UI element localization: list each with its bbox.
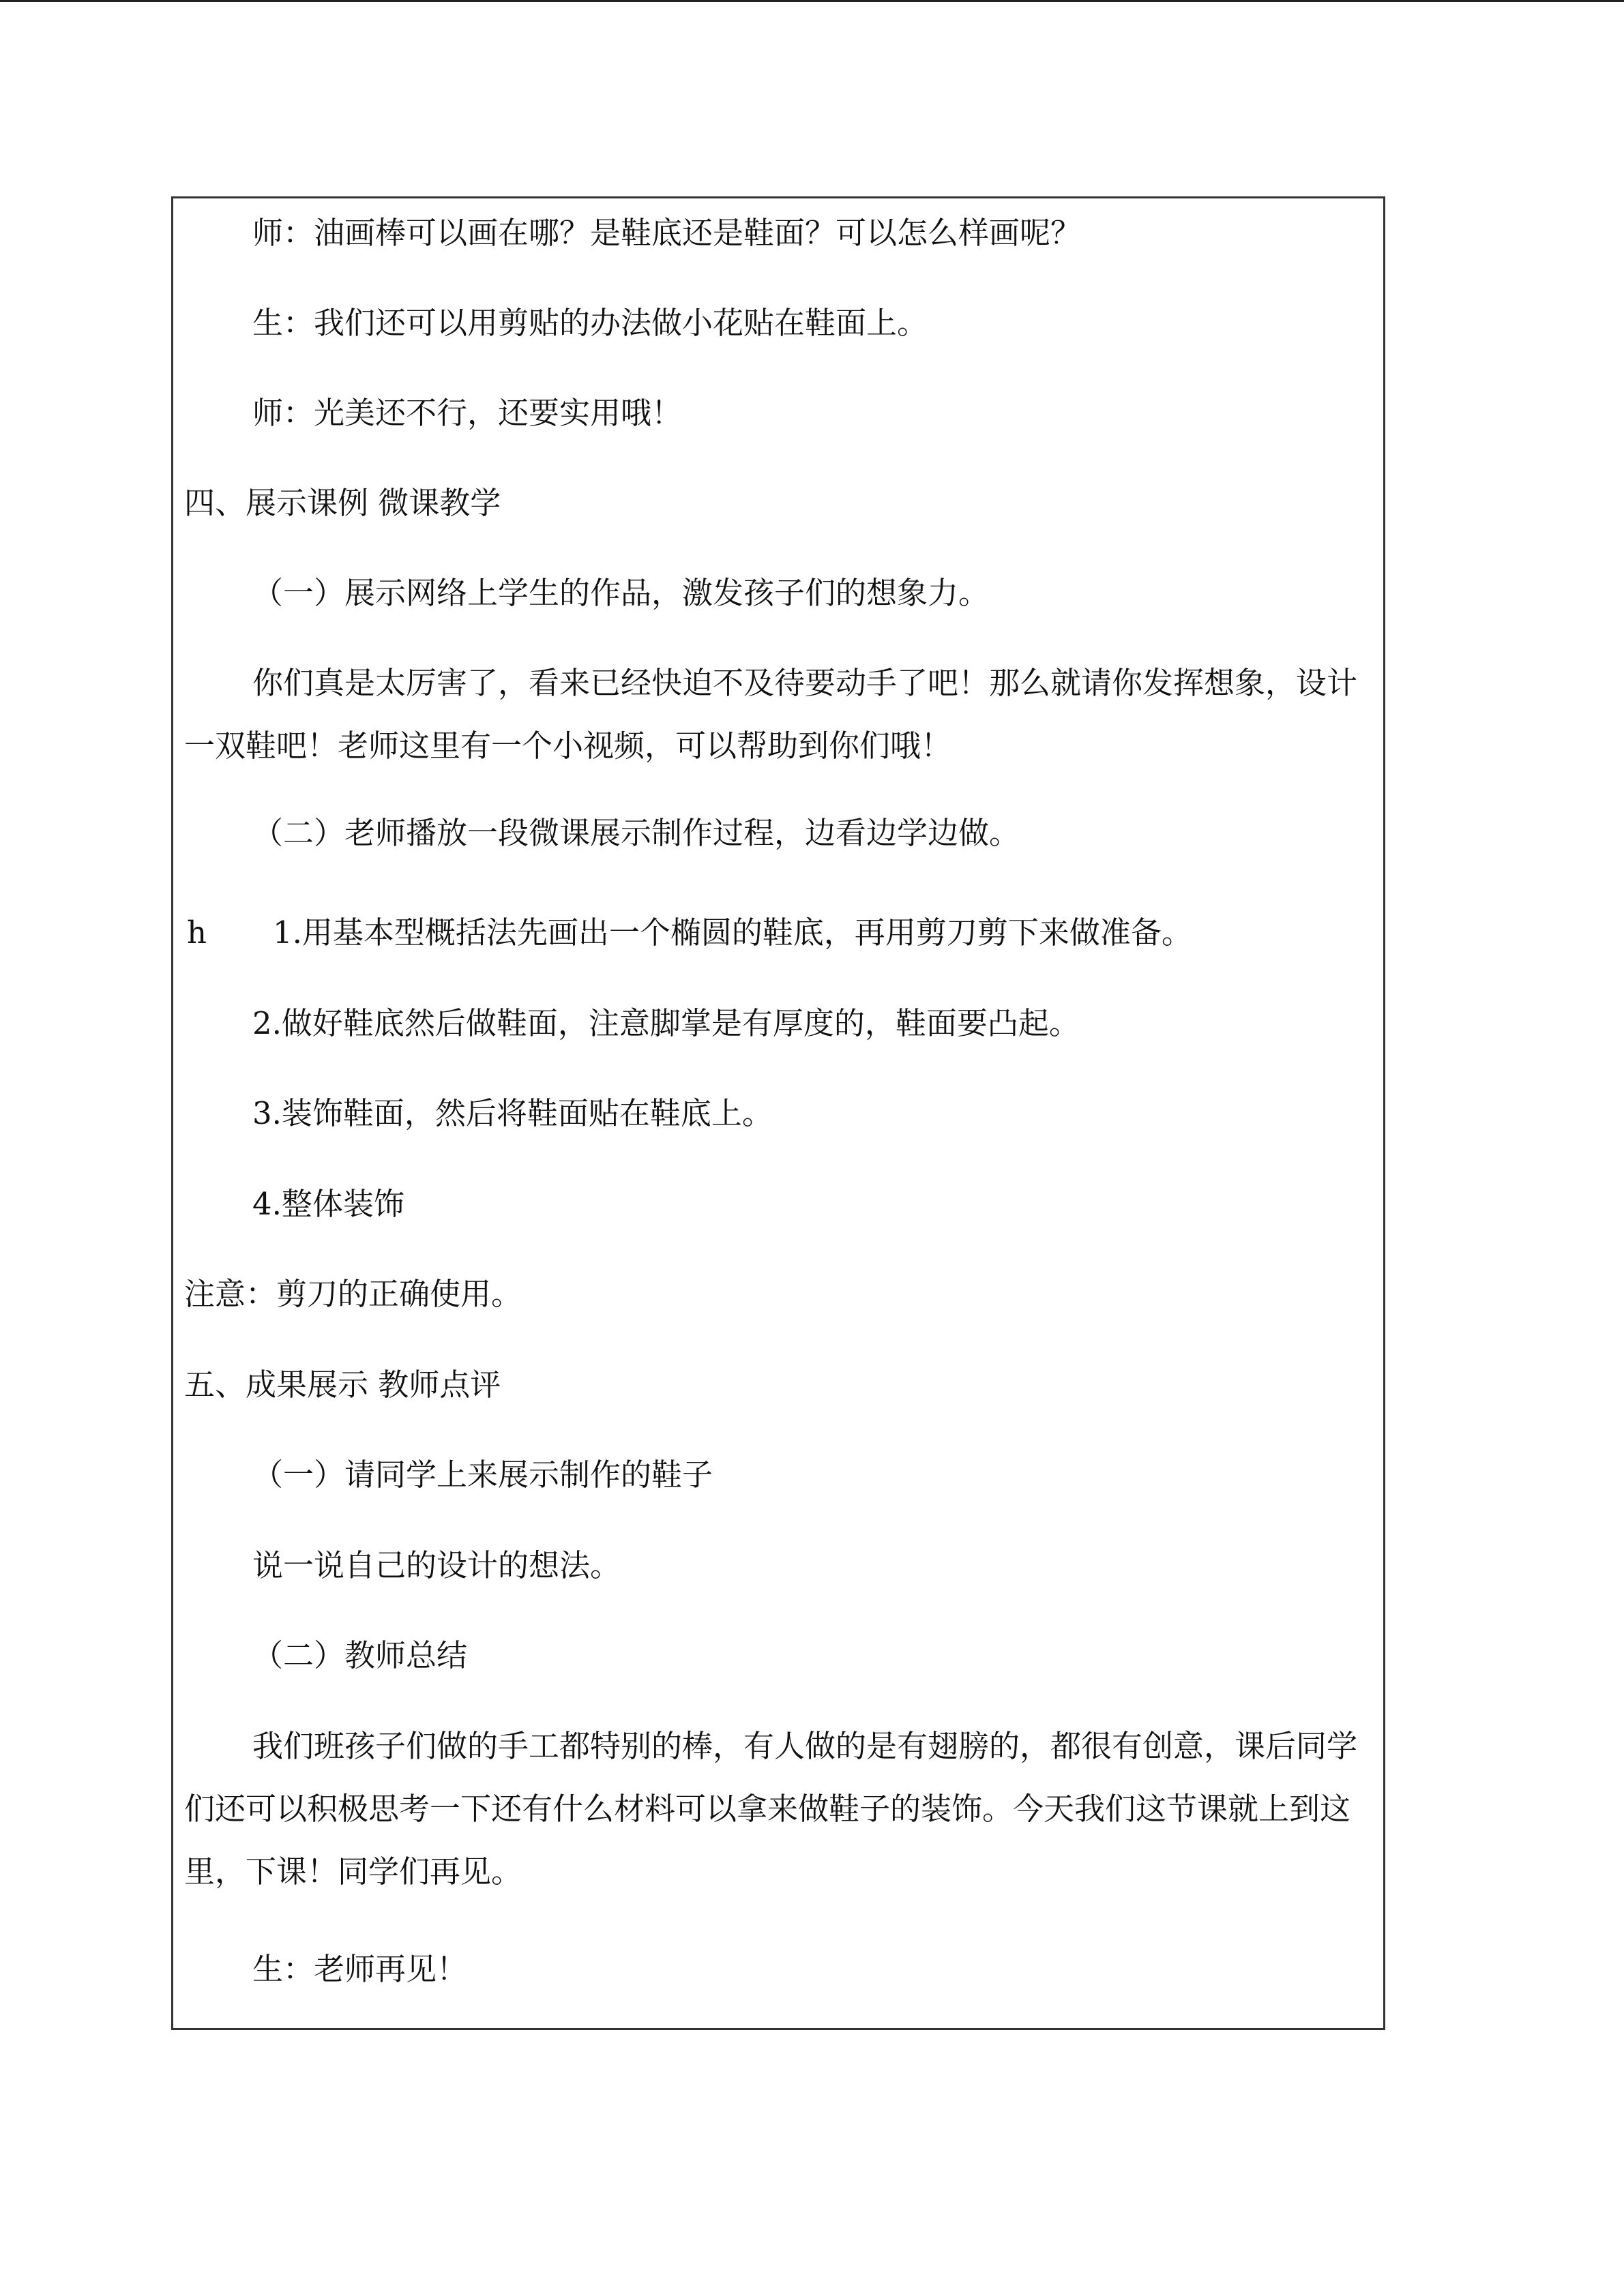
section-heading-five: 五、成果展示 教师点评	[184, 1367, 501, 1403]
note-scissors: 注意：剪刀的正确使用。	[184, 1276, 522, 1312]
subsection-micro-lesson: （二）老师播放一段微课展示制作过程，边看边学边做。	[252, 815, 1020, 851]
paragraph-summary: 我们班孩子们做的手工都特别的棒，有人做的是有翅膀的，都很有创意，课后同学们还可以积极思考一下还有什么材料可以拿来做鞋子的装饰。今天我们这节课就上到这里，下课！同学们再见。	[184, 1728, 1358, 1890]
subsection-show-shoes: （一）请同学上来展示制作的鞋子	[252, 1457, 713, 1493]
paragraph-design-ideas: 说一说自己的设计的想法。	[252, 1547, 621, 1583]
dialogue-student-goodbye: 生：老师再见！	[252, 1951, 468, 1987]
page-top-rule	[0, 0, 1624, 2]
step-three: 3.装饰鞋面，然后将鞋面贴在鞋底上。	[252, 1095, 773, 1131]
paragraph-design-shoes: 你们真是太厉害了，看来已经快迫不及待要动手了吧！那么就请你发挥想象，设计一双鞋吧！老师这里有一个小视频，可以帮助到你们哦！	[184, 665, 1358, 764]
dialogue-teacher-oil-pastel: 师：油画棒可以画在哪？是鞋底还是鞋面？可以怎么样画呢？	[252, 215, 1082, 251]
step-four: 4.整体装饰	[252, 1186, 404, 1222]
dialogue-teacher-practical: 师：光美还不行，还要实用哦！	[252, 395, 683, 431]
section-heading-four: 四、展示课例 微课教学	[184, 485, 501, 521]
subsection-teacher-summary: （二）教师总结	[252, 1637, 468, 1673]
step-one: 1.用基本型概括法先画出一个椭圆的鞋底，再用剪刀剪下来做准备。	[273, 914, 1192, 951]
subsection-show-works: （一）展示网络上学生的作品，激发孩子们的想象力。	[252, 575, 990, 611]
dialogue-student-cut-paste: 生：我们还可以用剪贴的办法做小花贴在鞋面上。	[252, 305, 928, 341]
step-two: 2.做好鞋底然后做鞋面，注意脚掌是有厚度的，鞋面要凸起。	[252, 1005, 1080, 1041]
stray-mark: h	[187, 914, 207, 951]
